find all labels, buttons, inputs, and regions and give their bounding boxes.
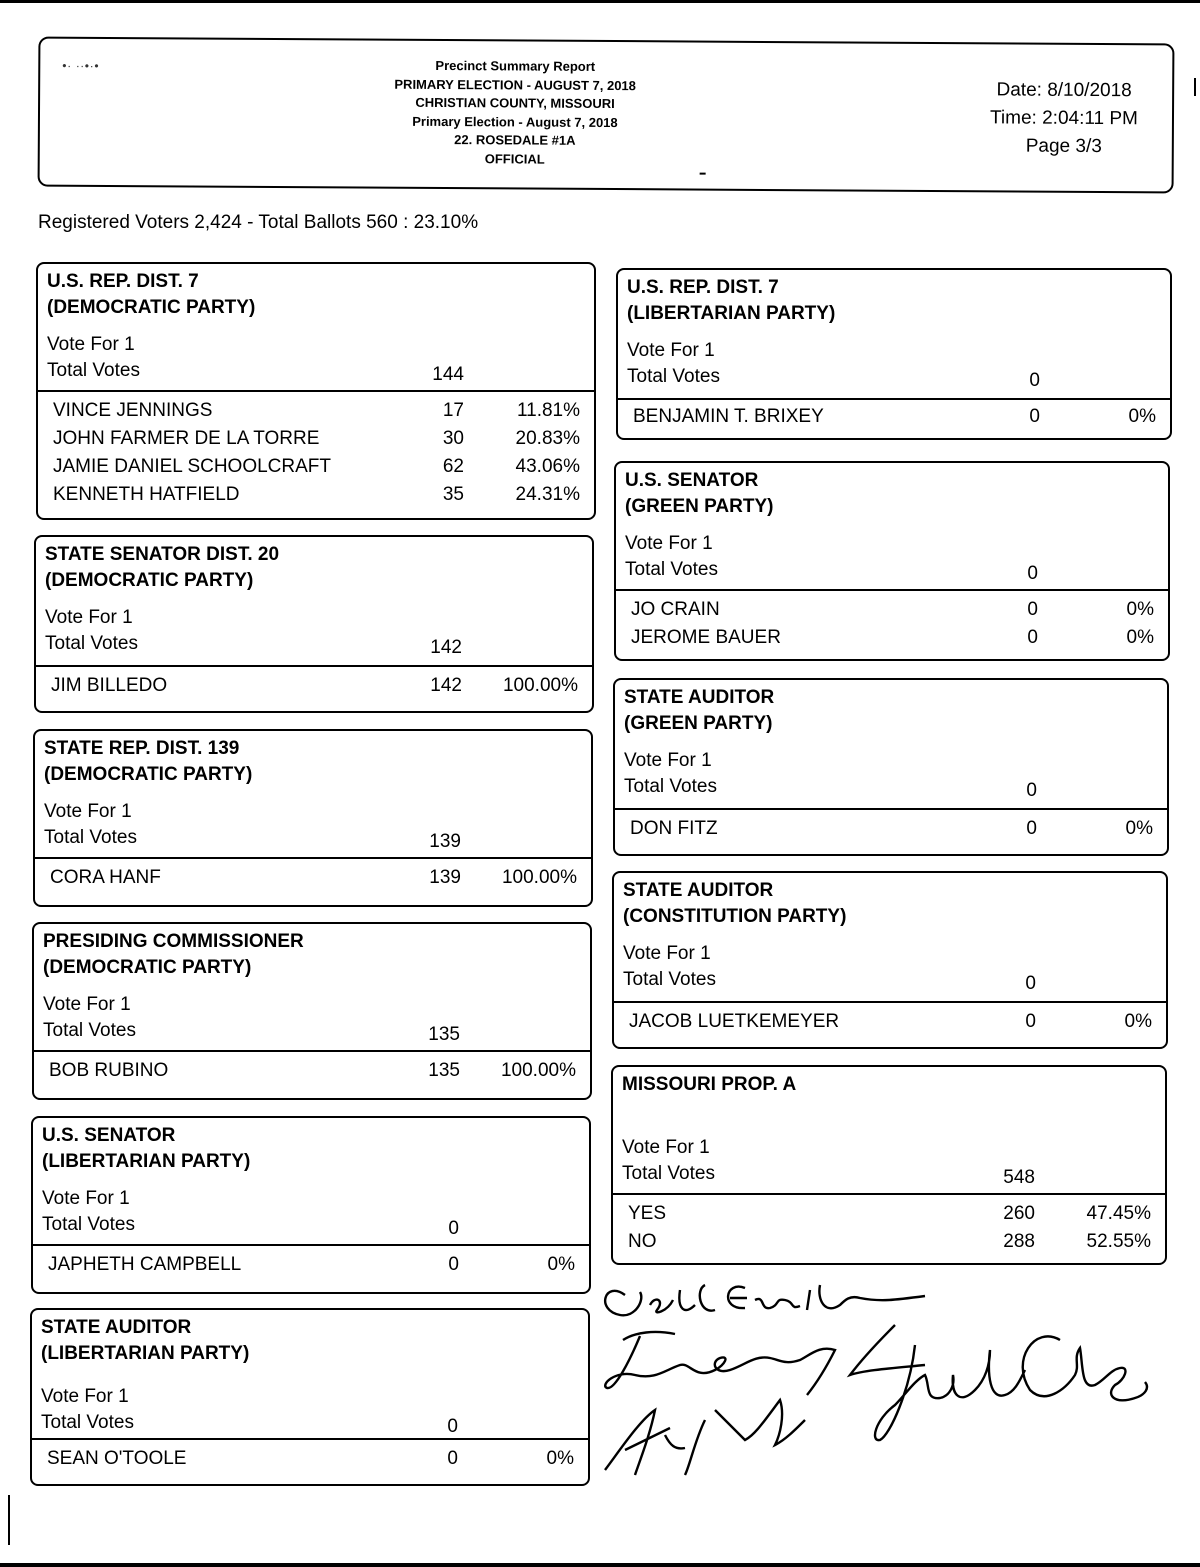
- header-center: [350, 56, 681, 169]
- total-votes-value: 142: [430, 637, 462, 658]
- race-divider: [33, 1244, 589, 1246]
- election-subtitle: Primary Election - August 7, 2018: [412, 113, 618, 130]
- vote-for-label: Vote For 1: [43, 994, 131, 1015]
- report-title: Precinct Summary Report: [435, 57, 596, 74]
- candidate-name: JAPHETH CAMPBELL: [48, 1254, 242, 1275]
- candidate-row: [613, 1203, 1165, 1231]
- race-title: [47, 269, 255, 321]
- total-votes-label: Total Votes: [41, 1412, 134, 1433]
- candidate-votes: 30: [442, 428, 464, 449]
- candidate-name: DON FITZ: [630, 818, 718, 839]
- candidate-name: JO CRAIN: [631, 599, 720, 620]
- candidate-name: VINCE JENNINGS: [53, 400, 213, 421]
- candidate-percent: 0%: [1128, 406, 1156, 427]
- race-box: [611, 1065, 1167, 1265]
- race-box: [31, 1116, 591, 1294]
- registered-voters-line: Registered Voters 2,424 - Total Ballots 560 : 23.10%: [38, 212, 479, 233]
- candidate-row: [38, 400, 594, 428]
- candidate-name: YES: [628, 1203, 667, 1224]
- candidate-percent: 0%: [546, 1448, 574, 1469]
- signature-4: [605, 1400, 805, 1475]
- total-votes-label: Total Votes: [622, 1163, 715, 1184]
- total-votes-value: 0: [1026, 780, 1037, 801]
- vote-for-label: Vote For 1: [42, 1188, 130, 1209]
- scan-edge-left: [8, 1495, 10, 1545]
- vote-for-label: Vote For 1: [622, 1137, 710, 1158]
- race-office: STATE AUDITOR: [623, 880, 774, 901]
- total-votes-value: 0: [1025, 973, 1036, 994]
- race-box: [614, 461, 1170, 661]
- vote-for-label: Vote For 1: [623, 943, 711, 964]
- candidate-row: [38, 484, 594, 512]
- vote-for-label: Vote For 1: [47, 334, 135, 355]
- total-votes-label: Total Votes: [45, 633, 138, 654]
- candidate-row: [33, 1254, 589, 1282]
- race-office: STATE AUDITOR: [41, 1317, 192, 1338]
- race-party: (LIBERTARIAN PARTY): [627, 303, 836, 324]
- total-votes-value: 144: [432, 364, 464, 385]
- candidate-percent: 0%: [1124, 1011, 1152, 1032]
- candidate-votes: 0: [1025, 1011, 1036, 1032]
- race-party: (GREEN PARTY): [624, 713, 773, 734]
- race-divider: [616, 589, 1168, 591]
- candidate-row: [36, 675, 592, 703]
- race-divider: [32, 1438, 588, 1440]
- race-divider: [34, 1050, 590, 1052]
- candidate-name: CORA HANF: [50, 867, 161, 888]
- race-title: [41, 1315, 249, 1367]
- race-title: [627, 275, 835, 327]
- total-votes-label: Total Votes: [47, 360, 140, 381]
- vote-for-label: Vote For 1: [41, 1386, 129, 1407]
- total-votes-label: Total Votes: [43, 1020, 136, 1041]
- race-divider: [614, 1001, 1166, 1003]
- candidate-row: [615, 818, 1167, 846]
- candidate-row: [38, 428, 594, 456]
- candidate-percent: 0%: [1126, 627, 1154, 648]
- precinct-name: 22. ROSEDALE #1A: [454, 132, 576, 148]
- candidate-row: [616, 599, 1168, 627]
- race-box: [30, 1308, 590, 1486]
- race-party: (CONSTITUTION PARTY): [623, 906, 847, 927]
- candidate-name: JIM BILLEDO: [51, 675, 168, 696]
- candidate-votes: 260: [1003, 1203, 1035, 1224]
- candidate-votes: 0: [1027, 599, 1038, 620]
- report-header: [38, 37, 1175, 194]
- candidate-percent: 43.06%: [515, 456, 580, 477]
- candidate-row: [38, 456, 594, 484]
- candidate-percent: 52.55%: [1086, 1231, 1151, 1252]
- candidate-row: [613, 1231, 1165, 1259]
- header-tick: [700, 173, 706, 175]
- race-office: STATE REP. DIST. 139: [44, 738, 240, 759]
- race-title: [44, 736, 252, 788]
- candidate-row: [616, 627, 1168, 655]
- race-box: [613, 678, 1169, 856]
- candidate-votes: 135: [428, 1060, 460, 1081]
- candidate-row: [35, 867, 591, 895]
- race-box: [33, 729, 593, 907]
- candidate-percent: 20.83%: [515, 428, 580, 449]
- candidate-name: BENJAMIN T. BRIXEY: [633, 406, 824, 427]
- vote-for-label: Vote For 1: [45, 607, 133, 628]
- signatures: [595, 1270, 1155, 1500]
- candidate-percent: 0%: [1125, 818, 1153, 839]
- total-votes-value: 0: [1027, 563, 1038, 584]
- candidate-percent: 100.00%: [502, 675, 578, 696]
- report-status: OFFICIAL: [484, 150, 545, 167]
- race-title: [623, 878, 846, 930]
- race-divider: [615, 808, 1167, 810]
- total-votes-value: 139: [429, 831, 461, 852]
- race-party: (LIBERTARIAN PARTY): [41, 1343, 250, 1364]
- report-time: Time: 2:04:11 PM: [990, 107, 1138, 130]
- total-votes-label: Total Votes: [44, 827, 137, 848]
- county-name: CHRISTIAN COUNTY, MISSOURI: [415, 94, 615, 112]
- signature-2: [605, 1332, 835, 1395]
- candidate-votes: 17: [442, 400, 464, 421]
- vote-for-label: Vote For 1: [624, 750, 712, 771]
- candidate-votes: 0: [1029, 406, 1040, 427]
- candidate-votes: 0: [1026, 818, 1037, 839]
- candidate-votes: 142: [430, 675, 462, 696]
- scan-edge-top: [0, 0, 1200, 3]
- page-number: Page 3/3: [1025, 135, 1102, 158]
- total-votes-value: 0: [447, 1416, 458, 1437]
- scan-edge-right: [1194, 78, 1196, 96]
- race-party: (DEMOCRATIC PARTY): [45, 570, 254, 591]
- candidate-votes: 0: [1027, 627, 1038, 648]
- signature-1: [605, 1285, 925, 1315]
- race-party: (DEMOCRATIC PARTY): [44, 764, 253, 785]
- race-divider: [36, 665, 592, 667]
- race-box: [612, 871, 1168, 1049]
- candidate-votes: 288: [1003, 1231, 1035, 1252]
- total-votes-value: 0: [1029, 370, 1040, 391]
- candidate-percent: 100.00%: [501, 867, 577, 888]
- report-date: Date: 8/10/2018: [996, 79, 1132, 102]
- total-votes-value: 135: [428, 1024, 460, 1045]
- signature-3: [850, 1325, 1147, 1440]
- race-office: U.S. SENATOR: [625, 470, 759, 491]
- candidate-row: [34, 1060, 590, 1088]
- candidate-name: BOB RUBINO: [49, 1060, 169, 1081]
- race-party: (DEMOCRATIC PARTY): [47, 297, 256, 318]
- race-office: PRESIDING COMMISSIONER: [43, 931, 304, 952]
- candidate-name: JAMIE DANIEL SCHOOLCRAFT: [53, 456, 332, 477]
- candidate-name: NO: [628, 1231, 657, 1252]
- race-divider: [613, 1193, 1165, 1195]
- race-divider: [35, 857, 591, 859]
- race-title: [624, 685, 774, 737]
- race-title: [622, 1072, 796, 1098]
- race-party: (LIBERTARIAN PARTY): [42, 1151, 251, 1172]
- candidate-name: JACOB LUETKEMEYER: [629, 1011, 840, 1032]
- race-divider: [38, 390, 594, 392]
- race-box: [36, 262, 596, 520]
- candidate-row: [614, 1011, 1166, 1039]
- race-party: (GREEN PARTY): [625, 496, 774, 517]
- race-title: [625, 468, 773, 520]
- candidate-percent: 11.81%: [516, 400, 580, 421]
- candidate-name: JEROME BAUER: [631, 627, 781, 648]
- total-votes-label: Total Votes: [42, 1214, 135, 1235]
- candidate-votes: 35: [442, 484, 464, 505]
- vote-for-label: Vote For 1: [627, 340, 715, 361]
- header-mark: •∙ ∙∙•∙•: [62, 58, 100, 73]
- race-title: [45, 542, 279, 594]
- total-votes-label: Total Votes: [624, 776, 717, 797]
- race-office: U.S. SENATOR: [42, 1125, 176, 1146]
- race-office: STATE SENATOR DIST. 20: [45, 544, 280, 565]
- vote-for-label: Vote For 1: [44, 801, 132, 822]
- header-meta: [964, 76, 1165, 161]
- total-votes-label: Total Votes: [627, 366, 720, 387]
- candidate-votes: 0: [448, 1254, 459, 1275]
- candidate-row: [32, 1448, 588, 1476]
- total-votes-value: 548: [1003, 1167, 1035, 1188]
- race-office: U.S. REP. DIST. 7: [627, 277, 779, 298]
- race-box: [616, 268, 1172, 440]
- total-votes-value: 0: [448, 1218, 459, 1239]
- candidate-percent: 47.45%: [1086, 1203, 1151, 1224]
- candidate-name: SEAN O'TOOLE: [47, 1448, 187, 1469]
- candidate-name: KENNETH HATFIELD: [53, 484, 240, 505]
- candidate-row: [618, 406, 1170, 434]
- scan-edge-bottom: [0, 1563, 1200, 1567]
- candidate-votes: 62: [442, 456, 464, 477]
- race-office: MISSOURI PROP. A: [622, 1074, 797, 1095]
- candidate-percent: 24.31%: [515, 484, 580, 505]
- race-title: [42, 1123, 250, 1175]
- race-party: (DEMOCRATIC PARTY): [43, 957, 252, 978]
- race-office: U.S. REP. DIST. 7: [47, 271, 199, 292]
- candidate-name: JOHN FARMER DE LA TORRE: [53, 428, 320, 449]
- race-office: STATE AUDITOR: [624, 687, 775, 708]
- candidate-votes: 139: [429, 867, 461, 888]
- candidate-votes: 0: [447, 1448, 458, 1469]
- election-name: PRIMARY ELECTION - AUGUST 7, 2018: [394, 76, 636, 93]
- race-title: [43, 929, 304, 981]
- total-votes-label: Total Votes: [625, 559, 718, 580]
- race-divider: [618, 398, 1170, 400]
- candidate-percent: 0%: [1126, 599, 1154, 620]
- race-box: [32, 922, 592, 1100]
- vote-for-label: Vote For 1: [625, 533, 713, 554]
- race-box: [34, 535, 594, 713]
- candidate-percent: 0%: [547, 1254, 575, 1275]
- total-votes-label: Total Votes: [623, 969, 716, 990]
- candidate-percent: 100.00%: [500, 1060, 576, 1081]
